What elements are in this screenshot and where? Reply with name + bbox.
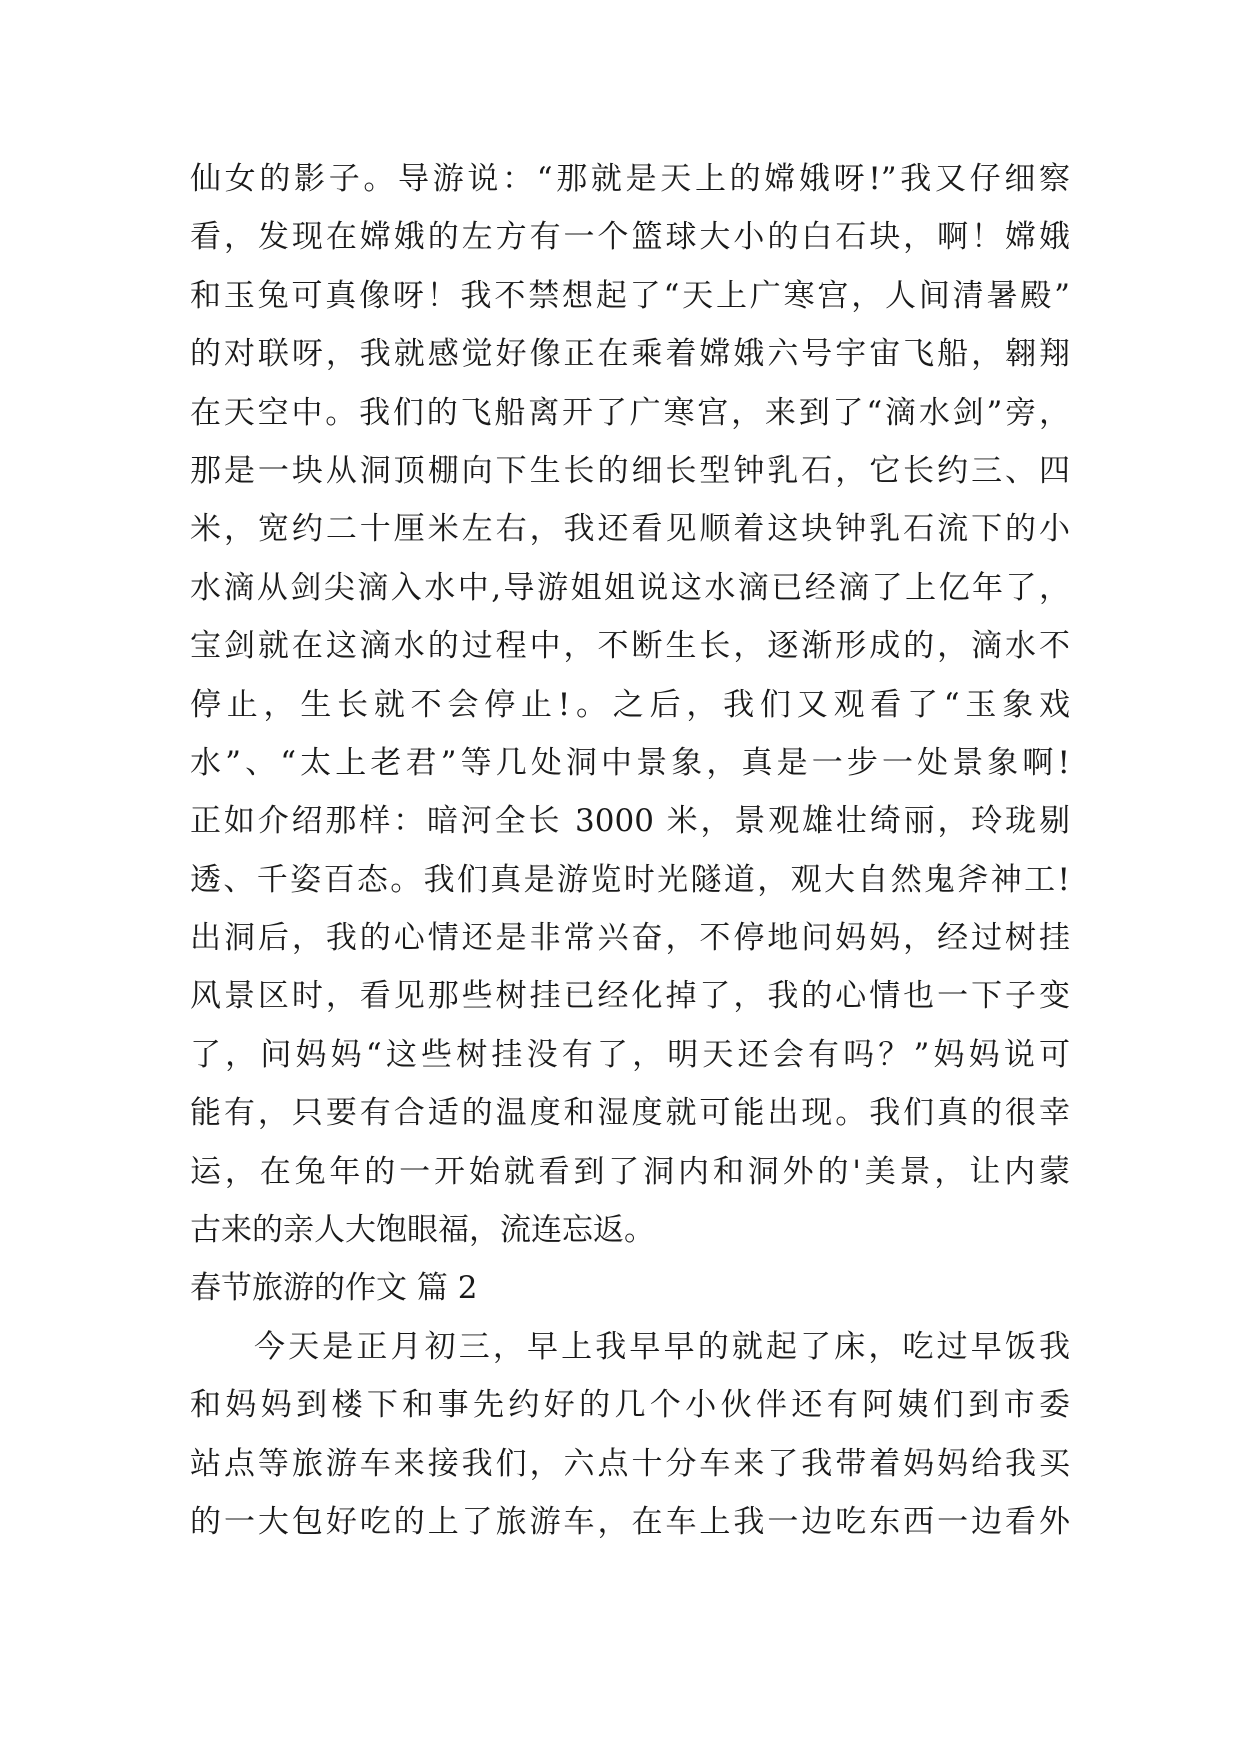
section-heading: 春节旅游的作文 篇 2: [190, 1270, 478, 1307]
paragraph-line: 水”、“太上老君”等几处洞中景象，真是一步一处景象啊!: [190, 744, 1070, 781]
paragraph-line: 看，发现在嫦娥的左方有一个篮球大小的白石块，啊！嫦娥: [190, 219, 1070, 256]
paragraph-line: 和妈妈到楼下和事先约好的几个小伙伴还有阿姨们到市委: [190, 1387, 1070, 1424]
paragraph-line: 和玉兔可真像呀！我不禁想起了“天上广寒宫，人间清暑殿”: [190, 277, 1070, 314]
paragraph-line: 仙女的影子。导游说：“那就是天上的嫦娥呀!”我又仔细察: [190, 161, 1070, 197]
paragraph-line: 出洞后，我的心情还是非常兴奋，不停地问妈妈，经过树挂: [190, 920, 1070, 957]
paragraph-line: 的一大包好吃的上了旅游车，在车上我一边吃东西一边看外: [190, 1503, 1070, 1540]
paragraph-line: 的对联呀，我就感觉好像正在乘着嫦娥六号宇宙飞船，翱翔: [190, 336, 1070, 373]
paragraph-line: 停止，生长就不会停止!。之后，我们又观看了“玉象戏: [190, 686, 1070, 723]
paragraph-line: 古来的亲人大饱眼福，流连忘返。: [190, 1212, 655, 1249]
paragraph-line: 站点等旅游车来接我们，六点十分车来了我带着妈妈给我买: [190, 1445, 1070, 1482]
paragraph-line: 透、千姿百态。我们真是游览时光隧道，观大自然鬼斧神工!: [190, 861, 1070, 898]
paragraph-line: 了，问妈妈“这些树挂没有了，明天还会有吗？”妈妈说可: [190, 1036, 1070, 1073]
paragraph-line: 今天是正月初三，早上我早早的就起了床，吃过早饭我: [254, 1328, 1070, 1365]
paragraph-line: 运，在兔年的一开始就看到了洞内和洞外的'美景，让内蒙: [190, 1153, 1070, 1190]
paragraph-line: 宝剑就在这滴水的过程中，不断生长，逐渐形成的，滴水不: [190, 628, 1070, 665]
paragraph-line: 那是一块从洞顶棚向下生长的细长型钟乳石，它长约三、四: [190, 452, 1070, 489]
paragraph-line: 水滴从剑尖滴入水中,导游姐姐说这水滴已经滴了上亿年了，: [190, 569, 1070, 606]
paragraph-line: 能有，只要有合适的温度和湿度就可能出现。我们真的很幸: [190, 1095, 1070, 1132]
paragraph-line: 米，宽约二十厘米左右，我还看见顺着这块钟乳石流下的小: [190, 511, 1070, 548]
paragraph-line: 正如介绍那样：暗河全长 3000 米，景观雄壮绮丽，玲珑剔: [190, 803, 1070, 840]
paragraph-line: 在天空中。我们的飞船离开了广寒宫，来到了“滴水剑”旁，: [190, 394, 1070, 431]
paragraph-line: 风景区时，看见那些树挂已经化掉了，我的心情也一下子变: [190, 978, 1070, 1015]
document-body: [190, 150, 1070, 1551]
